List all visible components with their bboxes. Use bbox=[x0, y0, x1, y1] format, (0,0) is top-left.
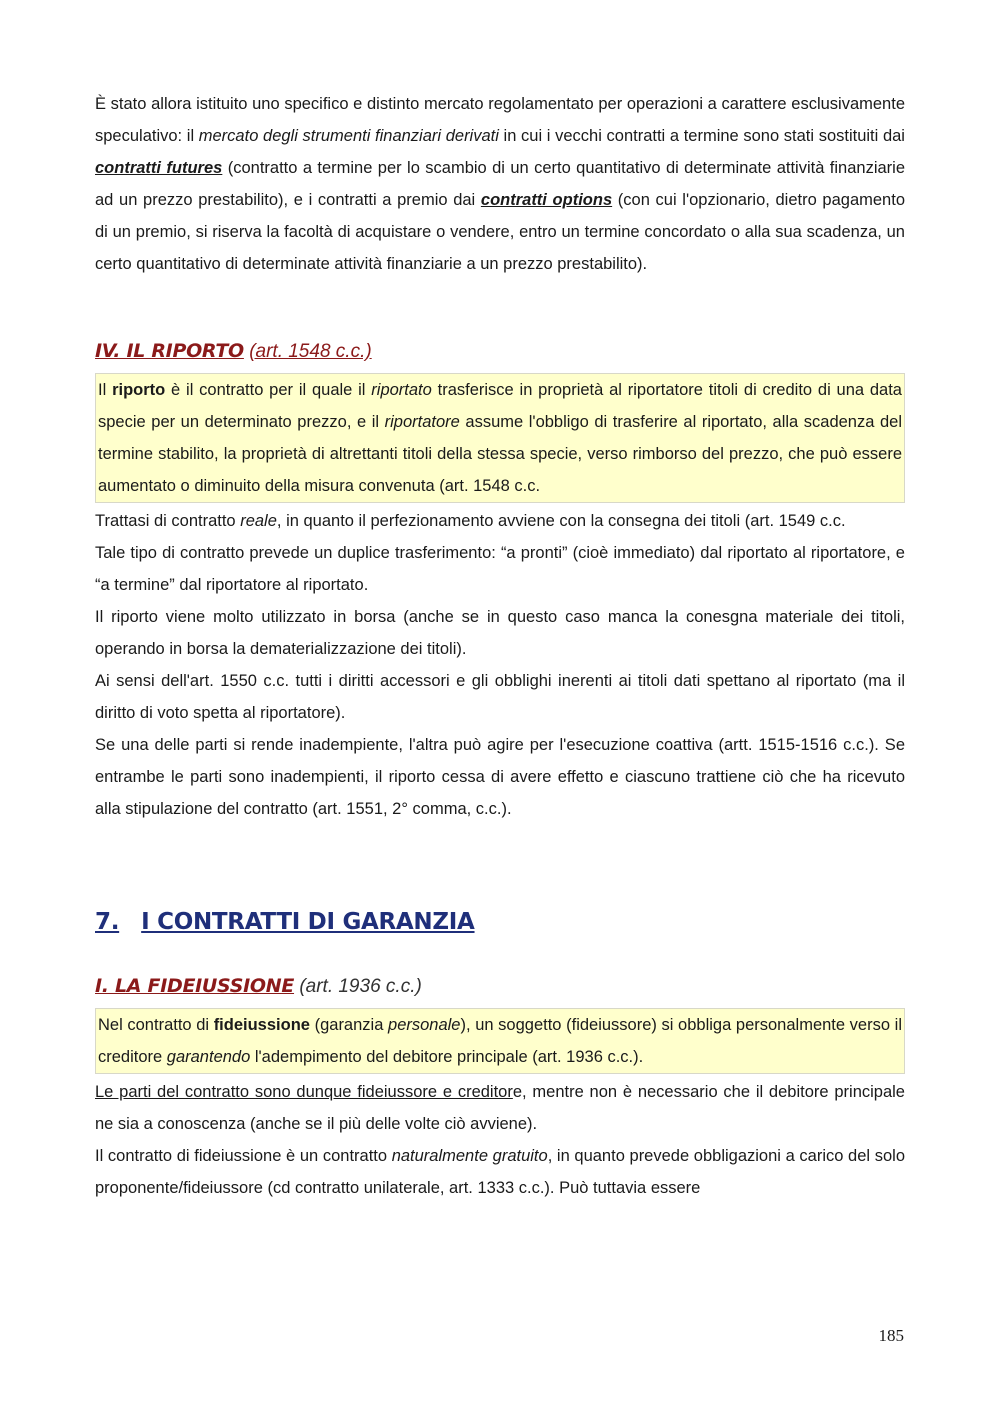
section-heading-riporto bbox=[95, 334, 905, 369]
chapter-heading bbox=[95, 905, 905, 939]
definition-box-fideiussione bbox=[95, 1008, 905, 1074]
riporto-paragraph-4: Ai sensi dell'art. 1550 c.c. tutti i diritti accessori e gli obblighi inerenti ai titoli dati spettano al riportato (ma il diritto di voto spetta al riportatore). bbox=[95, 672, 905, 722]
text-run: Nel contratto di bbox=[98, 1016, 214, 1034]
section-heading-article: (art. 1548 c.c.) bbox=[249, 341, 372, 362]
text-run: assume l'obbligo di trasferire al riportato, alla scadenza del termine stabilito, la proprietà di altrettanti titoli della stessa specie, verso rimborso del prezzo, che può essere aumentato o diminuito della misura convenuta (art. 1548 c.c. bbox=[98, 413, 902, 495]
text-run: e, mentre non è necessario che il debitore principale ne sia a conoscenza (anche se il più delle volte ciò avviene). bbox=[95, 1083, 905, 1133]
text-run-italic: riportato bbox=[371, 381, 432, 399]
text-run-underlined: Le parti del contratto sono dunque fideiussore e creditor bbox=[95, 1083, 513, 1101]
section-heading-fideiussione bbox=[95, 969, 905, 1004]
fideiussione-paragraph-2 bbox=[95, 1140, 905, 1204]
text-run: l'adempimento del debitore principale (art. 1936 c.c.). bbox=[250, 1048, 644, 1066]
text-run-italic: naturalmente gratuito bbox=[391, 1147, 548, 1165]
text-run: , in quanto il perfezionamento avviene con la consegna dei titoli (art. 1549 c.c. bbox=[276, 512, 846, 530]
text-run-bold: fideiussione bbox=[213, 1016, 310, 1034]
fideiussione-paragraph-1 bbox=[95, 1076, 905, 1140]
text-run: È stato allora istituito uno specifico e distinto mercato regolamentato per operazioni a carattere esclusivamente speculativo: il bbox=[95, 95, 905, 145]
text-run: è il contratto per il quale il bbox=[165, 381, 372, 399]
section-heading-title: IV. IL RIPORTO bbox=[95, 340, 244, 362]
text-run: in cui i vecchi contratti a termine sono stati sostituiti dai bbox=[498, 127, 905, 145]
text-run-italic: mercato degli strumenti finanziari derivati bbox=[198, 127, 499, 145]
riporto-paragraph-2: Tale tipo di contratto prevede un duplice trasferimento: “a pronti” (cioè immediato) dal riportato al riportatore, e “a termine” dal riportatore al riportato. bbox=[95, 544, 905, 594]
text-run: (con cui l'opzionario, dietro pagamento di un premio, si riserva la facoltà di acquistare o vendere, entro un termine concordato o alla sua scadenza, un certo quantitativo di determinate attività finanziarie a un prezzo prestabilito). bbox=[95, 191, 905, 273]
text-run-italic: personale bbox=[388, 1016, 461, 1034]
text-run: Trattasi di contratto bbox=[95, 512, 241, 530]
term-options: contratti options bbox=[480, 191, 613, 209]
definition-box-riporto bbox=[95, 373, 905, 503]
riporto-paragraph-3: Il riporto viene molto utilizzato in borsa (anche se in questo caso manca la conesgna materiale dei titoli, operando in borsa la dematerializzazione dei titoli). bbox=[95, 608, 905, 658]
text-run-bold: riporto bbox=[112, 381, 166, 399]
text-run: , in quanto prevede obbligazioni a carico del solo proponente/fideiussore (cd contratto unilaterale, art. 1333 c.c.). Può tuttavia essere bbox=[95, 1147, 905, 1197]
definition-text bbox=[98, 374, 902, 502]
riporto-paragraph-1 bbox=[95, 505, 905, 537]
text-run: trasferisce in proprietà al riportatore titoli di credito di una data specie per un determinato prezzo, e il bbox=[98, 381, 902, 431]
text-run: (contratto a termine per lo scambio di un certo quantitativo di determinate attività finanziarie ad un prezzo prestabilito), e i contratti a premio dai bbox=[95, 159, 906, 209]
text-run-italic: garantendo bbox=[166, 1048, 251, 1066]
text-run: Il contratto di fideiussione è un contratto bbox=[95, 1147, 392, 1165]
text-run-italic: reale bbox=[240, 512, 277, 530]
term-futures: contratti futures bbox=[95, 159, 223, 177]
chapter-number: 7. bbox=[95, 909, 120, 935]
text-run: (garanzia bbox=[309, 1016, 389, 1034]
riporto-paragraph-5: Se una delle parti si rende inadempiente, l'altra può agire per l'esecuzione coattiva (artt. 1515-1516 c.c.). Se entrambe le parti sono inadempienti, il riporto cessa di avere effetto e ciascuno trattiene ciò che ha ricevuto alla stipulazione del contratto (art. 1551, 2° comma, c.c.). bbox=[95, 736, 905, 818]
section-heading-article: (art. 1936 c.c.) bbox=[299, 976, 422, 997]
text-run: Il bbox=[98, 381, 113, 399]
page-number: 185 bbox=[878, 1326, 904, 1345]
chapter-title: I CONTRATTI DI GARANZIA bbox=[141, 909, 475, 935]
text-run: ), un soggetto (fideiussore) si obbliga personalmente verso il creditore bbox=[98, 1016, 902, 1066]
intro-paragraph bbox=[95, 88, 905, 280]
section-heading-title: I. LA FIDEIUSSIONE bbox=[95, 975, 295, 997]
definition-text bbox=[98, 1009, 902, 1073]
page-content bbox=[95, 88, 905, 1204]
text-run-italic: riportatore bbox=[384, 413, 460, 431]
